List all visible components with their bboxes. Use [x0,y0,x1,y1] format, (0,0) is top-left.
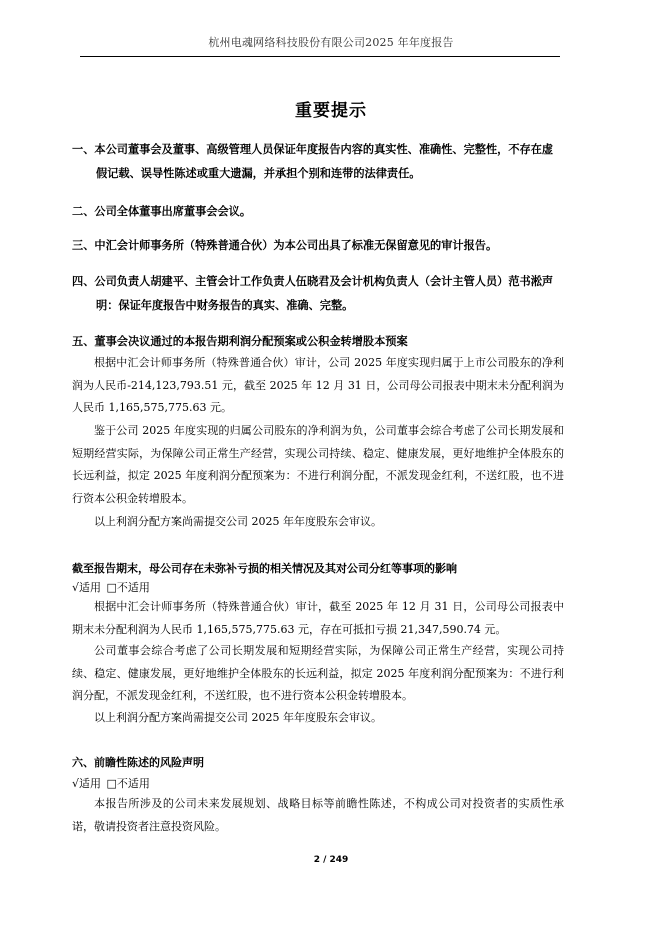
profit-approval-paragraph: 以上利润分配方案尚需提交公司 2025 年年度股东会审议。 [94,515,382,528]
loss-plan-paragraph: 公司董事会综合考虑了公司长期发展和短期经营实际，为保障公司正常生产经营，实现公司持续、稳定、健康发展，更好地维护全体股东的长远利益，拟定 2025 年度利润分配预案为：不进行利润分配，不派发现金红利，不送红股，也不进行资本公积金转增股本。 [72,644,564,702]
loss-section-heading: 截至报告期末，母公司存在未弥补亏损的相关情况及其对公司分红等事项的影响 [72,562,457,575]
notice-item-5: 五、董事会决议通过的本报告期利润分配预案或公积金转增股本预案 [72,335,408,348]
notice-item-2: 二、公司全体董事出席董事会会议。 [72,205,252,218]
applicable-checkbox-checked: √适用 [72,581,102,594]
page-number: 2 / 249 [313,855,349,865]
loss-audit-paragraph: 根据中汇会计师事务所（特殊普通合伙）审计，截至 2025 年 12 月 31 日，公司母公司报表中期末未分配利润为人民币 1,165,575,775.63 元，存在可抵扣亏损 21,347,590.74 元。 [72,600,564,636]
applicable-checkbox-checked: √适用 [72,777,102,790]
notice-item-1: 一、本公司董事会及董事、高级管理人员保证年度报告内容的真实性、准确性、完整性，不存在虚假记载、误导性陈述或重大遗漏，并承担个别和连带的法律责任。 [72,143,554,180]
report-header: 杭州电魂网络科技股份有限公司2025 年年度报告 [208,36,454,49]
loss-applicable-checkline [72,578,152,598]
page-title: 重要提示 [295,101,367,121]
profit-plan-paragraph: 鉴于公司 2025 年度实现的归属公司股东的净利润为负，公司董事会综合考虑了公司长期发展和短期经营实际，为保障公司正常生产经营，实现公司持续、稳定、健康发展，更好地维护全体股东的长远利益，拟定 2025 年度利润分配预案为：不进行利润分配，不派发现金红利，不送红股，也不进行资本公积金转增股本。 [72,424,564,505]
risk-section-heading: 六、前瞻性陈述的风险声明 [72,756,204,769]
header-divider [80,56,560,57]
loss-approval-paragraph: 以上利润分配方案尚需提交公司 2025 年年度股东会审议。 [94,711,382,724]
profit-audit-paragraph: 根据中汇会计师事务所（特殊普通合伙）审计，公司 2025 年度实现归属于上市公司股东的净利润为人民币-214,123,793.51 元，截至 2025 年 12 月 31 日，公司母公司报表中期末未分配利润为人民币 1,165,575,775.63 元。 [72,356,564,414]
notice-item-3: 三、中汇会计师事务所（特殊普通合伙）为本公司出具了标准无保留意见的审计报告。 [72,239,498,252]
notice-item-4: 四、公司负责人胡建平、主管会计工作负责人伍晓君及会计机构负责人（会计主管人员）范书淞声明：保证年度报告中财务报告的真实、准确、完整。 [72,275,554,312]
not-applicable-checkbox: □不适用 [106,777,150,790]
risk-applicable-checkline [72,774,152,794]
risk-statement-paragraph: 本报告所涉及的公司未来发展规划、战略目标等前瞻性陈述，不构成公司对投资者的实质性承诺，敬请投资者注意投资风险。 [72,797,564,833]
not-applicable-checkbox: □不适用 [106,581,150,594]
